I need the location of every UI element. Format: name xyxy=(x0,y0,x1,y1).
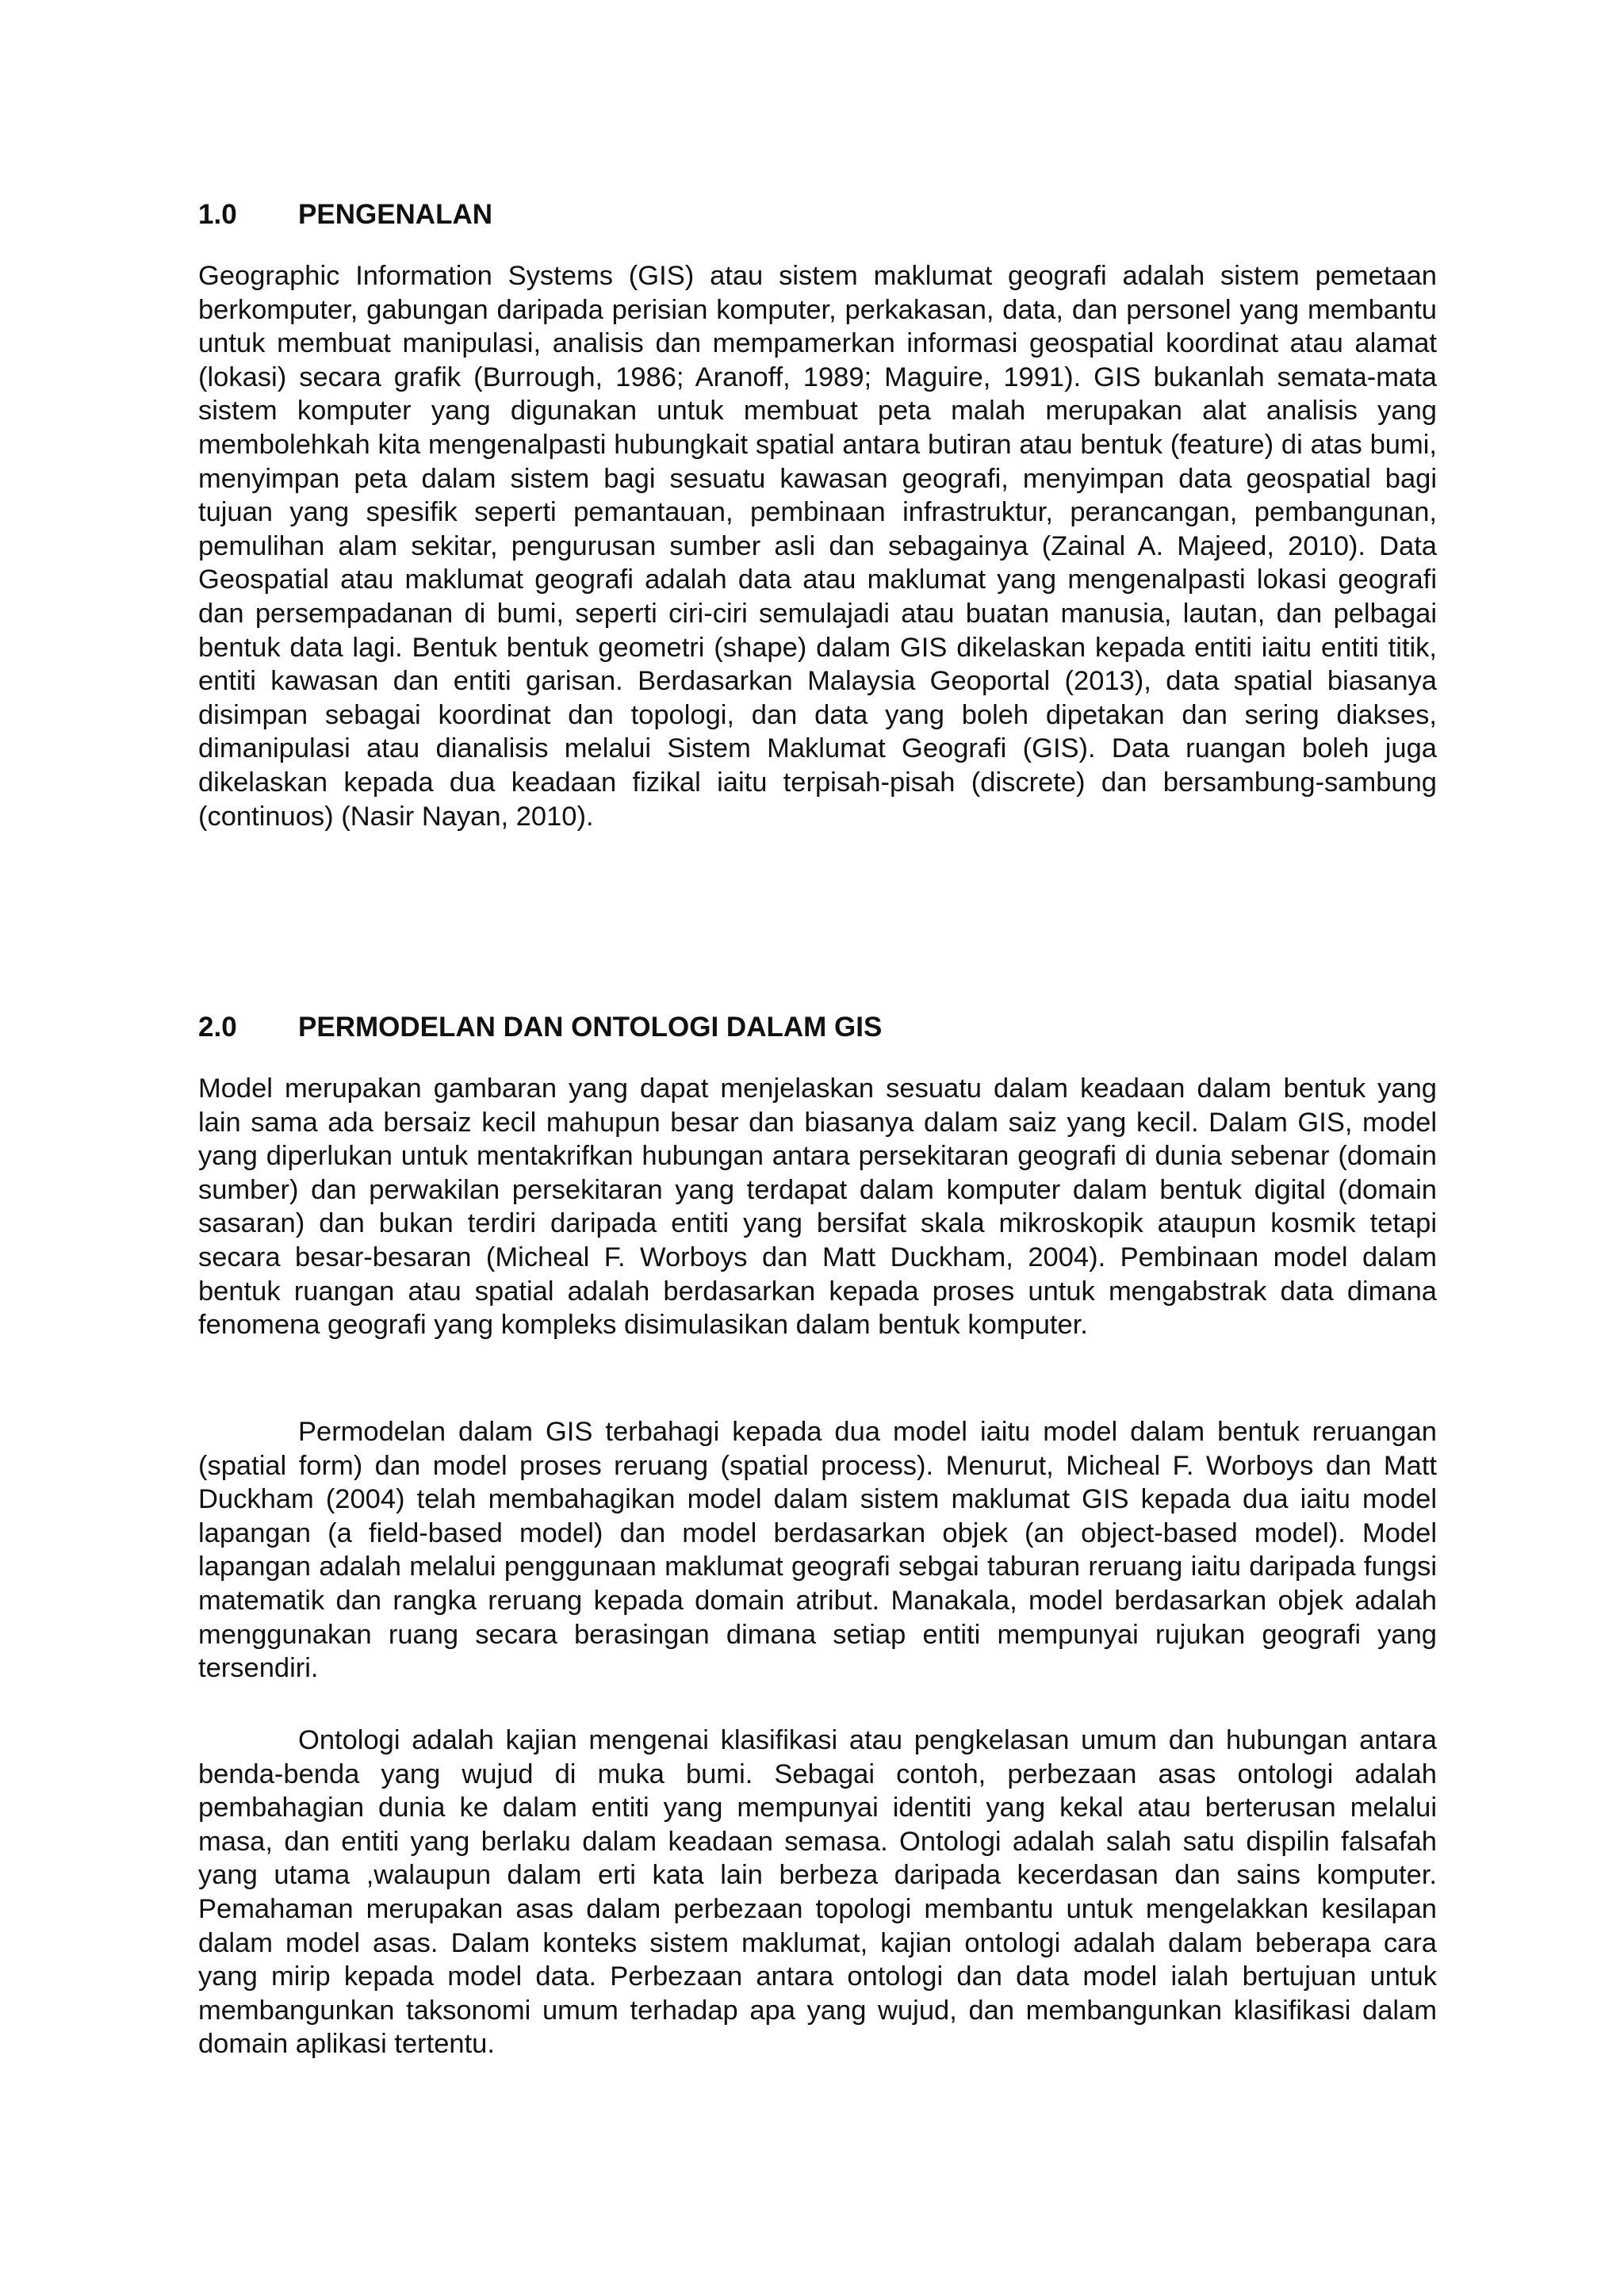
section-1-title: PENGENALAN xyxy=(298,199,493,230)
section-1-paragraph: Geographic Information Systems (GIS) atau sistem maklumat geografi adalah sistem pemetaan berkomputer, gabungan daripada perisian komputer, perkakasan, data, dan personel yang membantu untuk membuat manipulasi, analisis dan mempamerkan informasi geospatial koordinat atau alamat (lokasi) secara grafik (Burrough, 1986; Aranoff, 1989; Maguire, 1991). GIS bukanlah semata-mata sistem komputer yang digunakan untuk membuat peta malah merupakan alat analisis yang membolehkah kita mengenalpasti hubungkait spatial antara butiran atau bentuk (feature) di atas bumi, menyimpan peta dalam sistem bagi sesuatu kawasan geografi, menyimpan data geospatial bagi tujuan yang spesifik seperti pemantauan, pembinaan infrastruktur, perancangan, pembangunan, pemulihan alam sekitar, pengurusan sumber asli dan sebagainya (Zainal A. Majeed, 2010). Data Geospatial atau maklumat geografi adalah data atau maklumat yang mengenalpasti lokasi geografi dan persempadanan di bumi, seperti ciri-ciri semulajadi atau buatan manusia, lautan, dan pelbagai bentuk data lagi. Bentuk bentuk geometri (shape) dalam GIS dikelaskan kepada entiti iaitu entiti titik, entiti kawasan dan entiti garisan. Berdasarkan Malaysia Geoportal (2013), data spatial biasanya disimpan sebagai koordinat dan topologi, dan data yang boleh dipetakan dan sering diakses, dimanipulasi atau dianalisis melalui Sistem Maklumat Geografi (GIS). Data ruangan boleh juga dikelaskan kepada dua keadaan fizikal iaitu terpisah-pisah (discrete) dan bersambung-sambung (continuos) (Nasir Nayan, 2010). xyxy=(198,261,1437,832)
section-1-heading xyxy=(198,198,492,232)
section-2-paragraph-3: Ontologi adalah kajian mengenai klasifikasi atau pengkelasan umum dan hubungan antara benda-benda yang wujud di muka bumi. Sebagai contoh, perbezaan asas ontologi adalah pembahagian dunia ke dalam entiti yang mempunyai identiti yang kekal atau berterusan melalui masa, dan entiti yang berlaku dalam keadaan semasa. Ontologi adalah salah satu dispilin falsafah yang utama ,walaupun dalam erti kata lain berbeza daripada kecerdasan dan sains komputer. Pemahaman merupakan asas dalam perbezaan topologi membantu untuk mengelakkan kesilapan dalam model asas. Dalam konteks sistem maklumat, kajian ontologi adalah dalam beberapa cara yang mirip kepada model data. Perbezaan antara ontologi dan data model ialah bertujuan untuk membangunkan taksonomi umum terhadap apa yang wujud, dan membangunkan klasifikasi dalam domain aplikasi tertentu. xyxy=(198,1725,1437,2060)
section-2-paragraph-1: Model merupakan gambaran yang dapat menjelaskan sesuatu dalam keadaan dalam bentuk yang lain sama ada bersaiz kecil mahupun besar dan biasanya dalam saiz yang kecil. Dalam GIS, model yang diperlukan untuk mentakrifkan hubungan antara persekitaran geografi di dunia sebenar (domain sumber) dan perwakilan persekitaran yang terdapat dalam komputer dalam bentuk digital (domain sasaran) dan bukan terdiri daripada entiti yang bersifat skala mikroskopik ataupun kosmik tetapi secara besar-besaran (Micheal F. Worboys dan Matt Duckham, 2004). Pembinaan model dalam bentuk ruangan atau spatial adalah berdasarkan kepada proses untuk mengabstrak data dimana fenomena geografi yang kompleks disimulasikan dalam bentuk komputer. xyxy=(198,1073,1437,1341)
section-2-title: PERMODELAN DAN ONTOLOGI DALAM GIS xyxy=(298,1012,883,1043)
document-page xyxy=(198,0,1437,2296)
section-2-paragraph-2: Permodelan dalam GIS terbahagi kepada dua model iaitu model dalam bentuk reruangan (spatial form) dan model proses reruang (spatial process). Menurut, Micheal F. Worboys dan Matt Duckham (2004) telah membahagikan model dalam sistem maklumat GIS kepada dua iaitu model lapangan (a field-based model) dan model berdasarkan objek (an object-based model). Model lapangan adalah melalui penggunaan maklumat geografi sebgai taburan reruang iaitu daripada fungsi matematik dan rangka reruang kepada domain atribut. Manakala, model berdasarkan objek adalah menggunakan ruang secara berasingan dimana setiap entiti mempunyai rujukan geografi yang tersendiri. xyxy=(198,1417,1437,1684)
section-2-number: 2.0 xyxy=(198,1012,237,1043)
section-2-heading xyxy=(198,1011,882,1044)
section-1-number: 1.0 xyxy=(198,199,237,230)
